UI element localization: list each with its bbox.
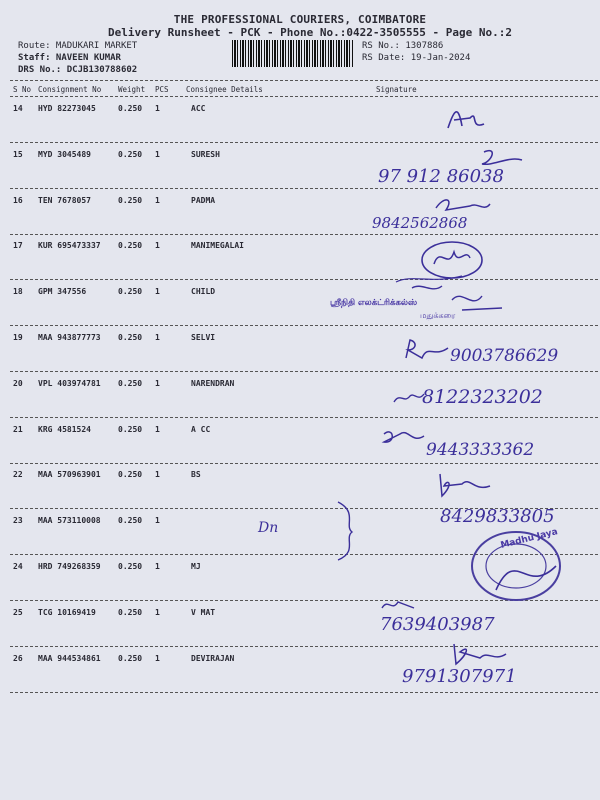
row-weight: 0.250 <box>118 150 143 159</box>
signature-row-18 <box>382 280 512 326</box>
brace-row-23 <box>318 498 378 564</box>
table-row <box>0 333 600 345</box>
row-sno: 16 <box>13 196 23 205</box>
row-pcs: 1 <box>155 379 160 388</box>
row-consignment: MAA 570963901 <box>38 470 101 479</box>
row-details: DEVIRAJAN <box>191 654 235 663</box>
table-row <box>0 104 600 116</box>
phone-row-16: 9842562868 <box>372 214 468 232</box>
phone-row-15: 97 912 86038 <box>378 166 504 187</box>
runsheet-subtitle: Delivery Runsheet - PCK - Phone No.:0422-3505555 - Page No.:2 <box>108 26 512 39</box>
table-row <box>0 470 600 482</box>
row-details: BS <box>191 470 201 479</box>
row-sno: 18 <box>13 287 23 296</box>
rs-date: RS Date: 19-Jan-2024 <box>362 53 471 63</box>
row-details: MANIMEGALAI <box>191 241 244 250</box>
row-pcs: 1 <box>155 608 160 617</box>
row-pcs: 1 <box>155 241 160 250</box>
row-pcs: 1 <box>155 196 160 205</box>
row-weight: 0.250 <box>118 516 143 525</box>
row-pcs: 1 <box>155 333 160 342</box>
row-details: MJ <box>191 562 201 571</box>
row-consignment: HYD 82273045 <box>38 104 96 113</box>
row-pcs: 1 <box>155 287 160 296</box>
stamp-row-18-place: மதுக்கரை <box>420 311 456 320</box>
col-details: Consignee Details <box>186 85 263 94</box>
row-divider <box>10 692 598 693</box>
round-stamp-text: Madhu Jaya <box>499 527 559 551</box>
row-divider <box>10 371 598 372</box>
drs-label: DRS No.: DCJB130788602 <box>18 65 138 75</box>
table-row <box>0 241 600 253</box>
signature-row-25 <box>378 596 418 614</box>
stamp-row-18-name: ஸ்ரீநிதி எலக்ட்ரிக்கல்ஸ் <box>330 298 418 308</box>
row-consignment: MAA 944534861 <box>38 654 101 663</box>
note-row-23: Dn <box>258 520 279 536</box>
row-divider <box>10 417 598 418</box>
signature-row-22 <box>434 470 494 500</box>
col-signature: Signature <box>376 85 417 94</box>
signature-row-26 <box>450 640 510 668</box>
row-weight: 0.250 <box>118 196 143 205</box>
row-pcs: 1 <box>155 516 160 525</box>
row-divider <box>10 234 598 235</box>
row-sno: 24 <box>13 562 23 571</box>
row-consignment: MAA 943877773 <box>38 333 101 342</box>
table-row <box>0 425 600 437</box>
table-row <box>0 608 600 620</box>
row-pcs: 1 <box>155 104 160 113</box>
row-pcs: 1 <box>155 654 160 663</box>
signature-row-14 <box>440 100 490 134</box>
col-consignment: Consignment No <box>38 85 102 94</box>
row-pcs: 1 <box>155 470 160 479</box>
row-sno: 22 <box>13 470 23 479</box>
phone-row-26: 9791307971 <box>402 666 517 687</box>
row-sno: 26 <box>13 654 23 663</box>
row-consignment: TCG 10169419 <box>38 608 96 617</box>
row-consignment: VPL 403974781 <box>38 379 101 388</box>
row-weight: 0.250 <box>118 608 143 617</box>
route-label: Route: MADUKARI MARKET <box>18 41 138 51</box>
signature-row-16 <box>430 194 494 216</box>
row-consignment: TEN 7678057 <box>38 196 91 205</box>
row-details: CHILD <box>191 287 216 296</box>
col-weight: Weight <box>118 85 146 94</box>
row-weight: 0.250 <box>118 333 143 342</box>
staff-label: Staff: NAVEEN KUMAR <box>18 53 121 63</box>
row-sno: 17 <box>13 241 23 250</box>
signature-row-20 <box>390 386 426 408</box>
row-pcs: 1 <box>155 562 160 571</box>
phone-row-23: 8429833805 <box>440 506 555 527</box>
row-details: SELVI <box>191 333 216 342</box>
row-pcs: 1 <box>155 425 160 434</box>
row-details: V MAT <box>191 608 216 617</box>
row-weight: 0.250 <box>118 287 143 296</box>
row-details: A CC <box>191 425 211 434</box>
row-divider <box>10 142 598 143</box>
col-pcs: PCS <box>155 85 169 94</box>
phone-row-20: 8122323202 <box>422 386 543 408</box>
company-title: THE PROFESSIONAL COURIERS, COIMBATORE <box>173 13 427 26</box>
signature-row-17 <box>392 236 488 286</box>
rs-number: RS No.: 1307886 <box>362 41 444 51</box>
row-weight: 0.250 <box>118 562 143 571</box>
row-sno: 20 <box>13 379 23 388</box>
row-divider <box>10 463 598 464</box>
table-row <box>0 654 600 666</box>
row-weight: 0.250 <box>118 104 143 113</box>
row-details: ACC <box>191 104 206 113</box>
col-sno: S No <box>13 85 32 94</box>
row-sno: 14 <box>13 104 23 113</box>
row-consignment: KUR 695473337 <box>38 241 101 250</box>
row-pcs: 1 <box>155 150 160 159</box>
signature-row-21 <box>378 424 428 452</box>
row-sno: 25 <box>13 608 23 617</box>
row-weight: 0.250 <box>118 379 143 388</box>
row-sno: 19 <box>13 333 23 342</box>
row-weight: 0.250 <box>118 425 143 434</box>
row-consignment: HRD 749268359 <box>38 562 101 571</box>
phone-row-25: 7639403987 <box>380 614 495 635</box>
row-weight: 0.250 <box>118 470 143 479</box>
phone-row-19: 9003786629 <box>450 346 559 366</box>
row-weight: 0.250 <box>118 241 143 250</box>
row-consignment: GPM 347556 <box>38 287 87 296</box>
row-divider <box>10 188 598 189</box>
column-divider <box>10 96 598 97</box>
row-details: PADMA <box>191 196 216 205</box>
row-details: SURESH <box>191 150 220 159</box>
row-sno: 23 <box>13 516 23 525</box>
row-details: NARENDRAN <box>191 379 235 388</box>
phone-row-21: 9443333362 <box>426 440 535 460</box>
table-row <box>0 196 600 208</box>
row-consignment: MYD 3045489 <box>38 150 91 159</box>
signature-row-19 <box>400 336 452 364</box>
header-divider <box>10 80 598 81</box>
barcode <box>232 40 354 67</box>
row-sno: 21 <box>13 425 23 434</box>
row-consignment: KRG 4581524 <box>38 425 91 434</box>
row-weight: 0.250 <box>118 654 143 663</box>
row-sno: 15 <box>13 150 23 159</box>
row-consignment: MAA 573110008 <box>38 516 101 525</box>
